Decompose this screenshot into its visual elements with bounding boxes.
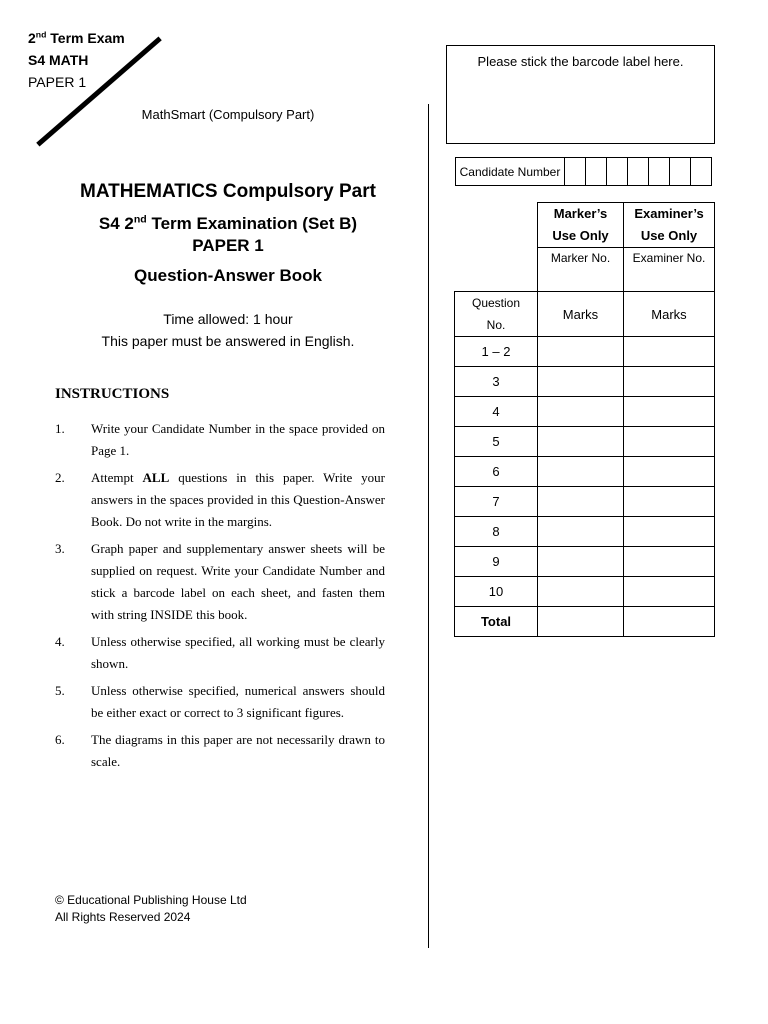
question-number: 4 (455, 397, 538, 427)
instruction-item (55, 680, 385, 724)
examiner-mark-cell[interactable] (624, 487, 715, 517)
table-row (455, 337, 715, 367)
table-row (455, 517, 715, 547)
marker-marks-header: Marks (538, 292, 624, 337)
instruction-text: Graph paper and supplementary answer sheets will be supplied on request. Write your Candidate Number and stick a barcode label on each sheet, and fasten them with string INSIDE this book. (91, 541, 385, 622)
paper-heading: PAPER 1 (28, 74, 87, 90)
total-row (455, 607, 715, 637)
marker-mark-cell[interactable] (538, 397, 624, 427)
term-heading (28, 30, 125, 46)
marker-mark-cell[interactable] (538, 427, 624, 457)
examiner-mark-cell[interactable] (624, 337, 715, 367)
question-number: 10 (455, 577, 538, 607)
candidate-digit-box[interactable] (565, 158, 586, 186)
question-number: 9 (455, 547, 538, 577)
instruction-item (55, 467, 385, 533)
candidate-digit-box[interactable] (586, 158, 607, 186)
examiner-mark-cell[interactable] (624, 367, 715, 397)
question-number: 6 (455, 457, 538, 487)
marker-mark-cell[interactable] (538, 337, 624, 367)
publisher-credit: © Educational Publishing House Ltd (55, 893, 247, 907)
page-divider (428, 104, 429, 948)
subject-heading: S4 MATH (28, 52, 89, 68)
instruction-text-emphasis: ALL (142, 470, 170, 485)
instruction-item (55, 538, 385, 626)
instruction-item (55, 418, 385, 462)
question-number: 3 (455, 367, 538, 397)
examiner-mark-cell[interactable] (624, 577, 715, 607)
examiner-mark-cell[interactable] (624, 457, 715, 487)
table-row (455, 547, 715, 577)
instruction-text-pre: Attempt (91, 470, 143, 485)
candidate-digit-box[interactable] (607, 158, 628, 186)
instruction-text: Unless otherwise specified, numerical answers should be either exact or correct to 3 significant figures. (91, 683, 385, 720)
candidate-number-table (455, 157, 712, 186)
book-title: Question-Answer Book (134, 266, 322, 285)
table-row (455, 427, 715, 457)
instruction-number: 5. (55, 683, 65, 698)
instruction-text-post: questions in this paper. Write your answers in the spaces provided in this Question-Answer Book. Do not write in the margins. (91, 470, 385, 529)
table-row (455, 367, 715, 397)
marker-mark-cell[interactable] (538, 547, 624, 577)
table-row (455, 397, 715, 427)
instruction-number: 3. (55, 541, 65, 556)
instruction-text: Unless otherwise specified, all working must be clearly shown. (91, 634, 385, 671)
exam-title-pre: S4 2 (98, 214, 134, 233)
exam-title (40, 214, 416, 234)
instruction-item (55, 729, 385, 773)
instruction-text (91, 467, 385, 533)
term-text: Term Exam (46, 30, 125, 46)
candidate-digit-box[interactable] (649, 158, 670, 186)
barcode-label-box (446, 45, 715, 144)
empty-corner (455, 203, 538, 248)
marker-use-header (538, 203, 624, 248)
course-name: MathSmart (Compulsory Part) (141, 107, 315, 122)
instruction-item (55, 631, 385, 675)
marks-table (454, 202, 715, 637)
examiner-header-line: Examiner’s (634, 206, 704, 221)
time-allowed: Time allowed: 1 hour (163, 311, 293, 327)
marker-mark-cell[interactable] (538, 487, 624, 517)
table-row (455, 487, 715, 517)
table-row (455, 457, 715, 487)
examiner-mark-cell[interactable] (624, 547, 715, 577)
instruction-text: The diagrams in this paper are not necessarily drawn to scale. (91, 732, 385, 769)
examiner-mark-cell[interactable] (624, 427, 715, 457)
footer (55, 892, 247, 926)
marker-mark-cell[interactable] (538, 517, 624, 547)
examiner-no-cell[interactable]: Examiner No. (624, 248, 715, 292)
marker-total-cell[interactable] (538, 607, 624, 637)
instruction-number: 1. (55, 421, 65, 436)
table-row (455, 577, 715, 607)
marker-header-line: Marker’s (553, 206, 608, 221)
question-no-header (455, 292, 538, 337)
examiner-marks-header: Marks (624, 292, 715, 337)
examiner-header-line: Use Only (640, 228, 698, 243)
candidate-number-label: Candidate Number (456, 158, 565, 186)
marker-mark-cell[interactable] (538, 367, 624, 397)
marker-mark-cell[interactable] (538, 577, 624, 607)
examiner-mark-cell[interactable] (624, 397, 715, 427)
question-number: 5 (455, 427, 538, 457)
question-number: 1 – 2 (455, 337, 538, 367)
page-title: MATHEMATICS Compulsory Part (80, 181, 376, 202)
marker-no-cell[interactable]: Marker No. (538, 248, 624, 292)
barcode-instruction: Please stick the barcode label here. (477, 54, 684, 69)
instruction-number: 2. (55, 470, 65, 485)
language-note: This paper must be answered in English. (101, 333, 355, 349)
instructions-title: INSTRUCTIONS (55, 386, 170, 402)
instructions-list (55, 418, 385, 778)
total-label: Total (455, 607, 538, 637)
rights-notice: All Rights Reserved 2024 (55, 910, 191, 924)
question-header-line: Question (471, 296, 521, 310)
question-number: 7 (455, 487, 538, 517)
instruction-number: 4. (55, 634, 65, 649)
candidate-digit-box[interactable] (670, 158, 691, 186)
exam-title-superscript: nd (133, 213, 147, 226)
question-number: 8 (455, 517, 538, 547)
paper-title: PAPER 1 (192, 236, 264, 255)
term-number: 2 (28, 30, 36, 46)
examiner-use-header (624, 203, 715, 248)
candidate-digit-box[interactable] (691, 158, 712, 186)
instruction-number: 6. (55, 732, 65, 747)
examiner-total-cell[interactable] (624, 607, 715, 637)
examiner-mark-cell[interactable] (624, 517, 715, 547)
exam-title-post: Term Examination (Set B) (146, 214, 358, 233)
term-superscript: nd (35, 29, 47, 40)
question-header-line: No. (486, 318, 506, 332)
candidate-digit-box[interactable] (628, 158, 649, 186)
instruction-text: Write your Candidate Number in the space provided on Page 1. (91, 421, 385, 458)
marker-mark-cell[interactable] (538, 457, 624, 487)
empty-corner (455, 248, 538, 292)
marker-header-line: Use Only (552, 228, 609, 243)
